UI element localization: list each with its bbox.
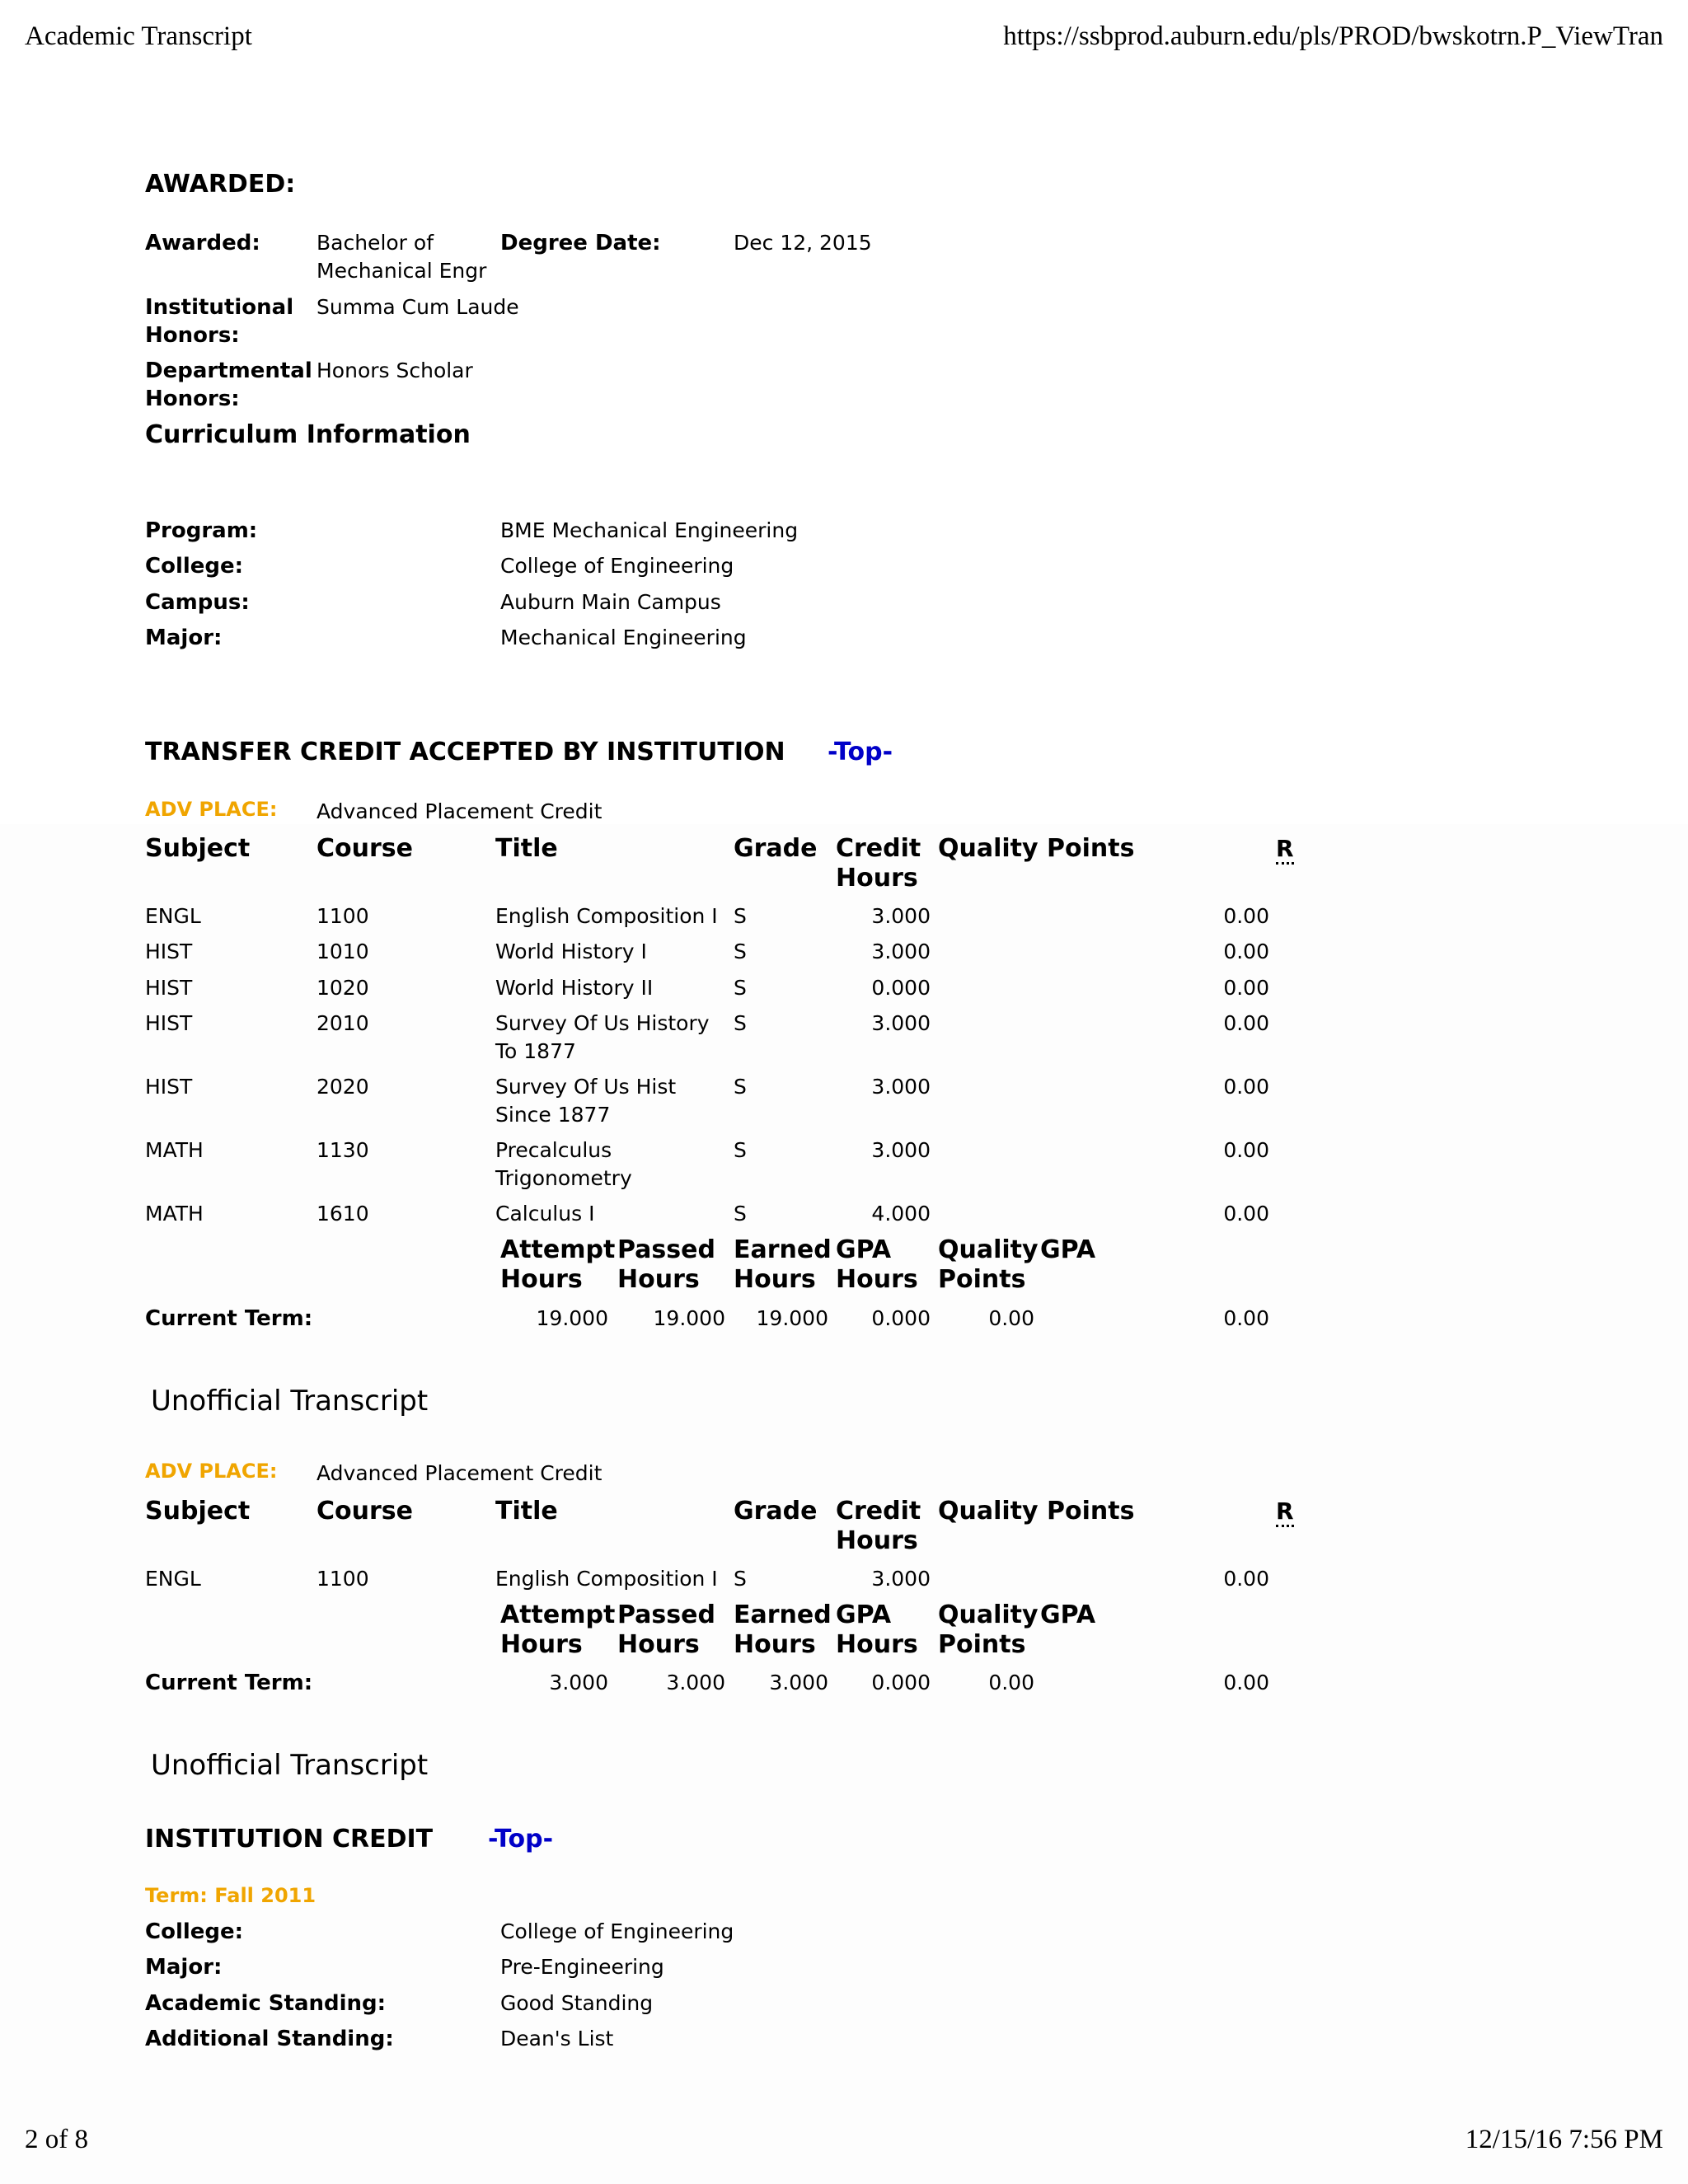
- table-row-qp: 0.00: [1223, 1138, 1269, 1162]
- totals-header-attempt-line2: Hours: [500, 1630, 583, 1659]
- awarded-value-line1: Bachelor of: [316, 231, 434, 255]
- top-link[interactable]: -Top-: [828, 738, 893, 766]
- table-row-grade: S: [734, 940, 747, 963]
- source-value: Advanced Placement Credit: [316, 799, 603, 823]
- curriculum-value: Auburn Main Campus: [500, 590, 721, 614]
- totals-label: Current Term:: [145, 1671, 313, 1695]
- curriculum-value: BME Mechanical Engineering: [500, 518, 799, 542]
- table-row-subject: HIST: [145, 976, 193, 1000]
- source-label: ADV PLACE:: [145, 798, 278, 821]
- table-row-course: 1610: [316, 1202, 369, 1226]
- col-header-title: Title: [495, 834, 558, 863]
- totals-header-earned-line1: Earned: [734, 1235, 832, 1264]
- unofficial-transcript-label: Unofficial Transcript: [151, 1749, 429, 1782]
- table-row-credit: 3.000: [871, 940, 931, 963]
- print-header-url: https://ssbprod.auburn.edu/pls/PROD/bwskotrn.P_ViewTran: [1003, 21, 1663, 51]
- table-row-title-cont: Trigonometry: [495, 1166, 632, 1190]
- totals-header-earned-line2: Hours: [734, 1630, 816, 1659]
- totals-header-gpa-hours-line2: Hours: [836, 1265, 918, 1294]
- col-header-credit-line1: Credit: [836, 1497, 921, 1526]
- totals-label: Current Term:: [145, 1306, 313, 1331]
- col-header-grade: Grade: [734, 1497, 818, 1526]
- curriculum-value: College of Engineering: [500, 554, 734, 578]
- table-row-grade: S: [734, 1075, 747, 1099]
- table-row-qp: 0.00: [1223, 1075, 1269, 1099]
- awarded-label: Awarded:: [145, 231, 260, 255]
- print-footer-page: 2 of 8: [25, 2125, 88, 2154]
- source-value: Advanced Placement Credit: [316, 1461, 603, 1485]
- institution-value: Pre-Engineering: [500, 1955, 664, 1979]
- table-row-title-cont: To 1877: [495, 1039, 576, 1063]
- institution-value: College of Engineering: [500, 1919, 734, 1943]
- degree-date-value: Dec 12, 2015: [734, 231, 872, 255]
- table-row-grade: S: [734, 1011, 747, 1035]
- institution-label: Major:: [145, 1955, 223, 1980]
- source-label: ADV PLACE:: [145, 1460, 278, 1483]
- table-row-credit: 3.000: [871, 1075, 931, 1099]
- table-row-grade: S: [734, 1202, 747, 1226]
- table-row-title: English Composition I: [495, 904, 718, 928]
- table-row-subject: MATH: [145, 1138, 204, 1162]
- totals-earned: 19.000: [756, 1306, 828, 1330]
- col-header-quality-points: Quality Points: [938, 1497, 1135, 1526]
- table-row-subject: ENGL: [145, 904, 201, 928]
- totals-attempt: 19.000: [536, 1306, 608, 1330]
- top-link[interactable]: -Top-: [488, 1825, 554, 1854]
- totals-header-passed-line2: Hours: [617, 1630, 700, 1659]
- dept-honors-label-line1: Departmental: [145, 359, 312, 383]
- awarded-heading: AWARDED:: [145, 170, 296, 199]
- table-row-credit: 3.000: [871, 1138, 931, 1162]
- institution-label: Additional Standing:: [145, 2027, 394, 2051]
- totals-header-gpa-hours-line2: Hours: [836, 1630, 918, 1659]
- table-row-credit: 3.000: [871, 1011, 931, 1035]
- table-row-qp: 0.00: [1223, 1567, 1269, 1591]
- totals-header-quality-line2: Points: [938, 1630, 1026, 1659]
- institution-label: Academic Standing:: [145, 1991, 387, 2016]
- table-row-grade: S: [734, 1138, 747, 1162]
- totals-header-passed-line1: Passed: [617, 1601, 715, 1629]
- col-header-title: Title: [495, 1497, 558, 1526]
- col-header-course: Course: [316, 834, 413, 863]
- institution-value: Dean's List: [500, 2027, 614, 2050]
- table-row-credit: 0.000: [871, 976, 931, 1000]
- dept-honors-value: Honors Scholar: [316, 359, 473, 382]
- curriculum-label: Program:: [145, 518, 258, 543]
- table-row-title: Calculus I: [495, 1202, 595, 1226]
- table-row-subject: HIST: [145, 1011, 193, 1035]
- awarded-value-line2: Mechanical Engr: [316, 259, 487, 283]
- totals-header-gpa: GPA: [1040, 1601, 1096, 1629]
- totals-passed: 3.000: [666, 1671, 725, 1694]
- table-row-course: 1010: [316, 940, 369, 963]
- col-header-course: Course: [316, 1497, 413, 1526]
- transfer-credit-heading: TRANSFER CREDIT ACCEPTED BY INSTITUTION: [145, 738, 785, 766]
- totals-header-gpa-hours-line1: GPA: [836, 1235, 892, 1264]
- totals-quality-points: 0.00: [988, 1671, 1034, 1694]
- col-header-r: R: [1276, 836, 1294, 865]
- col-header-credit-line2: Hours: [836, 864, 918, 893]
- totals-gpa-hours: 0.000: [871, 1306, 931, 1330]
- print-footer-datetime: 12/15/16 7:56 PM: [1465, 2125, 1663, 2154]
- unofficial-transcript-label: Unofficial Transcript: [151, 1385, 429, 1418]
- totals-header-passed-line2: Hours: [617, 1265, 700, 1294]
- totals-header-attempt-line2: Hours: [500, 1265, 583, 1294]
- inst-honors-label-line1: Institutional: [145, 295, 294, 320]
- col-header-credit-line1: Credit: [836, 834, 921, 863]
- table-row-qp: 0.00: [1223, 904, 1269, 928]
- totals-header-passed-line1: Passed: [617, 1235, 715, 1264]
- table-row-title: World History II: [495, 976, 654, 1000]
- inst-honors-value: Summa Cum Laude: [316, 295, 519, 319]
- curriculum-heading: Curriculum Information: [145, 420, 471, 449]
- institution-credit-heading: INSTITUTION CREDIT: [145, 1825, 434, 1854]
- institution-label: College:: [145, 1919, 244, 1944]
- table-row-course: 2020: [316, 1075, 369, 1099]
- totals-header-gpa: GPA: [1040, 1235, 1096, 1264]
- curriculum-label: College:: [145, 554, 244, 579]
- table-row-grade: S: [734, 1567, 747, 1591]
- col-header-quality-points: Quality Points: [938, 834, 1135, 863]
- table-row-qp: 0.00: [1223, 1202, 1269, 1226]
- table-row-credit: 3.000: [871, 904, 931, 928]
- table-row-course: 1130: [316, 1138, 369, 1162]
- totals-header-quality-line2: Points: [938, 1265, 1026, 1294]
- totals-quality-points: 0.00: [988, 1306, 1034, 1330]
- table-row-title-cont: Since 1877: [495, 1103, 611, 1127]
- table-row-title: Survey Of Us Hist: [495, 1075, 677, 1099]
- totals-header-earned-line1: Earned: [734, 1601, 832, 1629]
- totals-header-attempt-line1: Attempt: [500, 1601, 616, 1629]
- curriculum-label: Campus:: [145, 590, 250, 615]
- table-row-credit: 4.000: [871, 1202, 931, 1226]
- table-row-qp: 0.00: [1223, 940, 1269, 963]
- table-row-credit: 3.000: [871, 1567, 931, 1591]
- table-row-course: 1100: [316, 1567, 369, 1591]
- totals-passed: 19.000: [653, 1306, 725, 1330]
- table-row-course: 1020: [316, 976, 369, 1000]
- totals-gpa: 0.00: [1223, 1671, 1269, 1694]
- totals-attempt: 3.000: [549, 1671, 608, 1694]
- table-row-title: Precalculus: [495, 1138, 612, 1162]
- table-row-course: 2010: [316, 1011, 369, 1035]
- table-row-qp: 0.00: [1223, 1011, 1269, 1035]
- totals-header-quality-line1: Quality: [938, 1601, 1039, 1629]
- degree-date-label: Degree Date:: [500, 231, 661, 255]
- table-row-subject: HIST: [145, 940, 193, 963]
- dept-honors-label-line2: Honors:: [145, 387, 240, 411]
- table-row-course: 1100: [316, 904, 369, 928]
- col-header-subject: Subject: [145, 1497, 251, 1526]
- table-row-qp: 0.00: [1223, 976, 1269, 1000]
- totals-gpa: 0.00: [1223, 1306, 1269, 1330]
- table-row-title: World History I: [495, 940, 647, 963]
- table-row-grade: S: [734, 976, 747, 1000]
- totals-header-attempt-line1: Attempt: [500, 1235, 616, 1264]
- table-row-subject: ENGL: [145, 1567, 201, 1591]
- curriculum-label: Major:: [145, 626, 223, 650]
- print-header-title: Academic Transcript: [25, 21, 252, 51]
- table-row-title: English Composition I: [495, 1567, 718, 1591]
- col-header-r: R: [1276, 1498, 1294, 1527]
- totals-header-earned-line2: Hours: [734, 1265, 816, 1294]
- table-row-subject: HIST: [145, 1075, 193, 1099]
- col-header-grade: Grade: [734, 834, 818, 863]
- curriculum-value: Mechanical Engineering: [500, 626, 747, 649]
- table-row-subject: MATH: [145, 1202, 204, 1226]
- term-label: Term: Fall 2011: [145, 1884, 316, 1907]
- table-row-grade: S: [734, 904, 747, 928]
- totals-header-gpa-hours-line1: GPA: [836, 1601, 892, 1629]
- totals-gpa-hours: 0.000: [871, 1671, 931, 1694]
- institution-value: Good Standing: [500, 1991, 654, 2015]
- inst-honors-label-line2: Honors:: [145, 323, 240, 348]
- col-header-credit-line2: Hours: [836, 1526, 918, 1555]
- totals-header-quality-line1: Quality: [938, 1235, 1039, 1264]
- col-header-subject: Subject: [145, 834, 251, 863]
- table-row-title: Survey Of Us History: [495, 1011, 710, 1035]
- totals-earned: 3.000: [769, 1671, 828, 1694]
